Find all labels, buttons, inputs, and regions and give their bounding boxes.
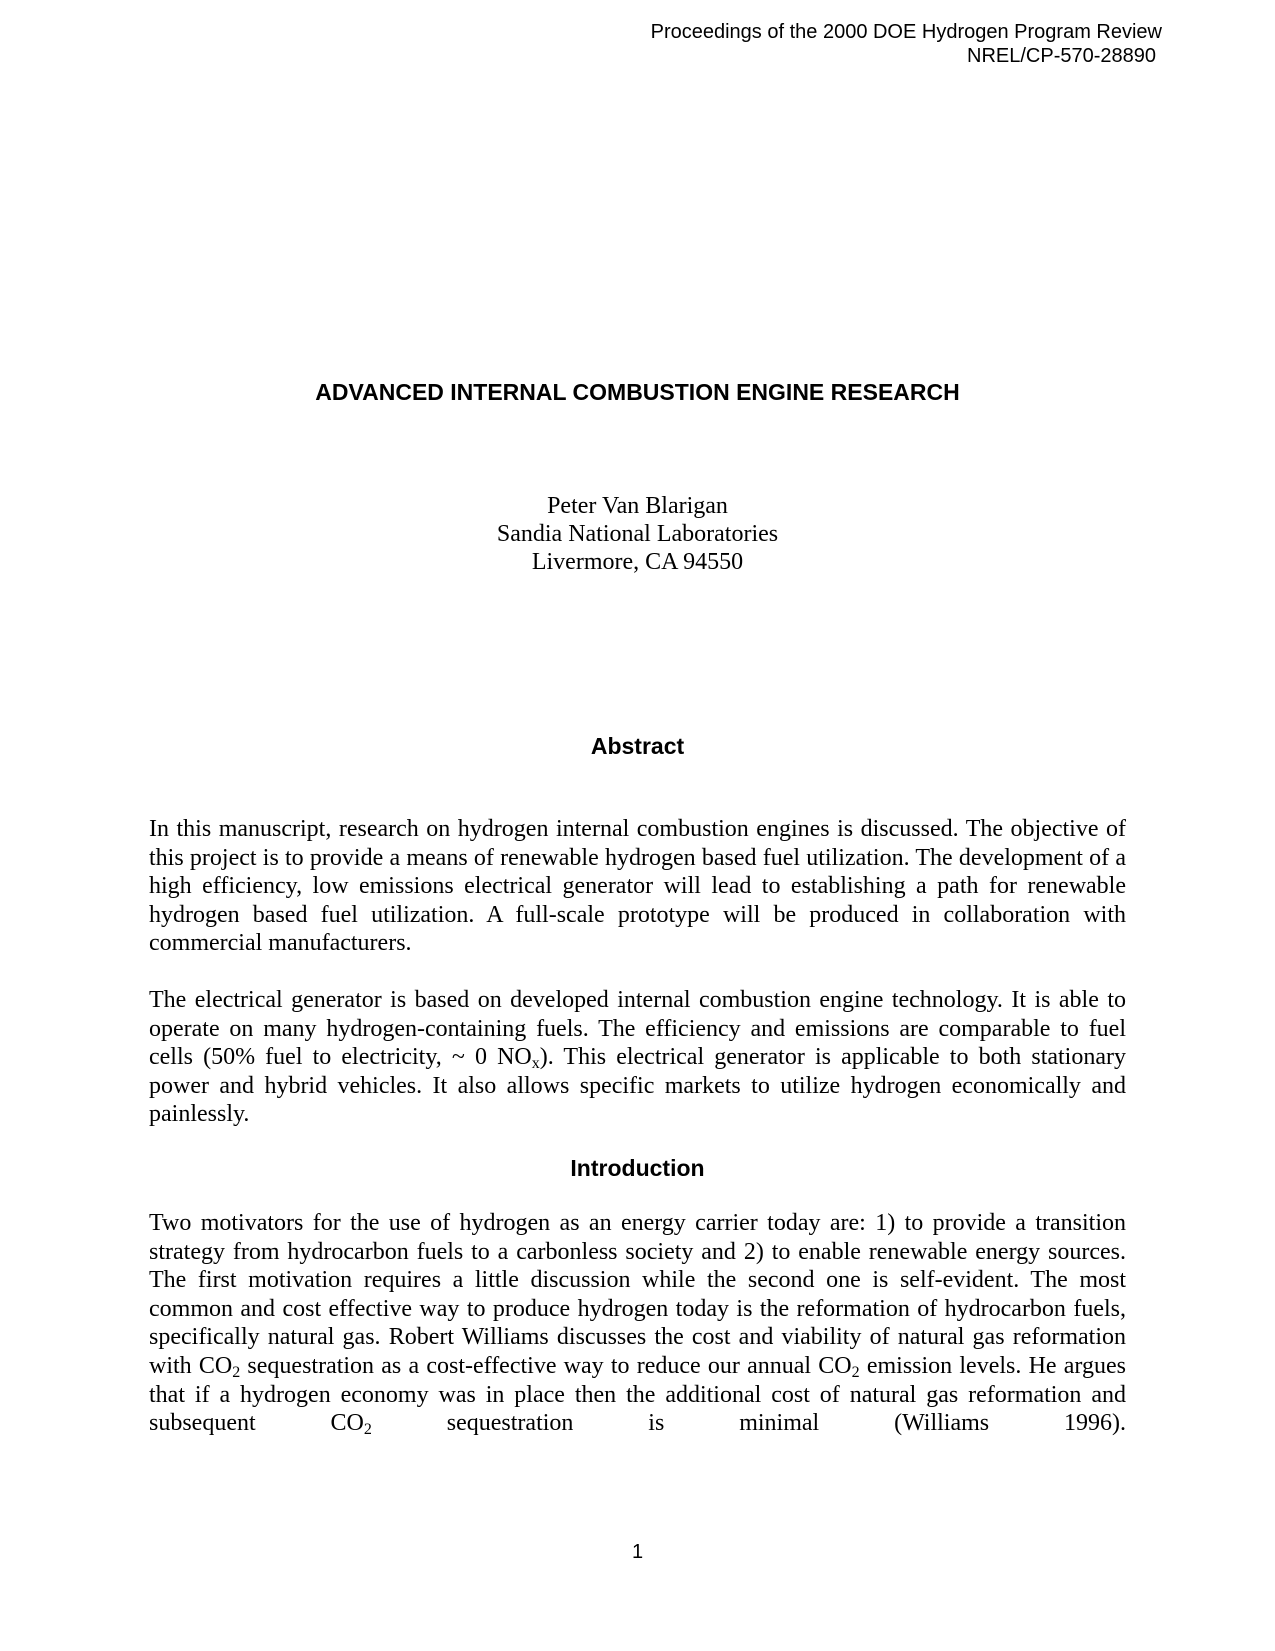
- subscript-2: 2: [232, 1363, 241, 1381]
- subscript-2: 2: [363, 1421, 372, 1439]
- intro-text-2: sequestration as a cost-effective way to reduce our annual CO: [240, 1352, 852, 1379]
- subscript-x: x: [531, 1055, 540, 1073]
- abstract-paragraph-2-text-b: ). This electrical generator is applicable to both stationary power and hybrid vehicles. It also allows specific markets to utilize hydrogen economically and painlessly.: [149, 1044, 1126, 1128]
- author-location: Livermore, CA 94550: [531, 549, 744, 575]
- abstract-paragraph-2-text-a: The electrical generator is based on developed internal combustion engine technology. It is able to operate on many hydrogen-containing fuels. The efficiency and emissions are comparable to fuel cells (50% fuel to electricity, ~ 0 NO: [149, 987, 1126, 1071]
- abstract-paragraph-2: [149, 986, 1126, 1129]
- running-header: [651, 20, 1162, 68]
- report-number: NREL/CP-570-28890: [967, 45, 1156, 67]
- intro-text-1: Two motivators for the use of hydrogen as an energy carrier today are: 1) to provide a transition strategy from hydrocarbon fuels to a carbonless society and 2) to enable renewable energy sources. The first motivation requires a little discussion while the second one is self-evident. The most common and cost effective way to produce hydrogen today is the reformation of hydrocarbon fuels, specifically natural gas. Robert Williams discusses the cost and viability of natural gas reformation with CO: [149, 1210, 1126, 1379]
- author-name: Peter Van Blarigan: [547, 493, 728, 519]
- abstract-heading: Abstract: [590, 733, 685, 759]
- introduction-heading: Introduction: [570, 1155, 705, 1181]
- subscript-2: 2: [851, 1363, 860, 1381]
- author-affiliation: Sandia National Laboratories: [496, 521, 779, 547]
- abstract-paragraph-1: In this manuscript, research on hydrogen internal combustion engines is discussed. The objective of this project is to provide a means of renewable hydrogen based fuel utilization. The development of a high efficiency, low emissions electrical generator will lead to establishing a path for renewable hydrogen based fuel utilization. A full-scale prototype will be produced in collaboration with commercial manufacturers.: [149, 816, 1126, 957]
- author-block: [0, 492, 1275, 576]
- intro-text-3: emission levels. He argues that if a hydrogen economy was in place then the additional cost of natural gas reformation and subsequent CO: [149, 1352, 1126, 1437]
- introduction-paragraph-1: [149, 1209, 1126, 1438]
- paper-title: ADVANCED INTERNAL COMBUSTION ENGINE RESEARCH: [315, 379, 960, 405]
- proceedings-line: Proceedings of the 2000 DOE Hydrogen Program Review: [650, 21, 1162, 43]
- page-number: 1: [631, 1541, 644, 1563]
- intro-text-4: sequestration is minimal (Williams 1996).: [371, 1410, 1126, 1437]
